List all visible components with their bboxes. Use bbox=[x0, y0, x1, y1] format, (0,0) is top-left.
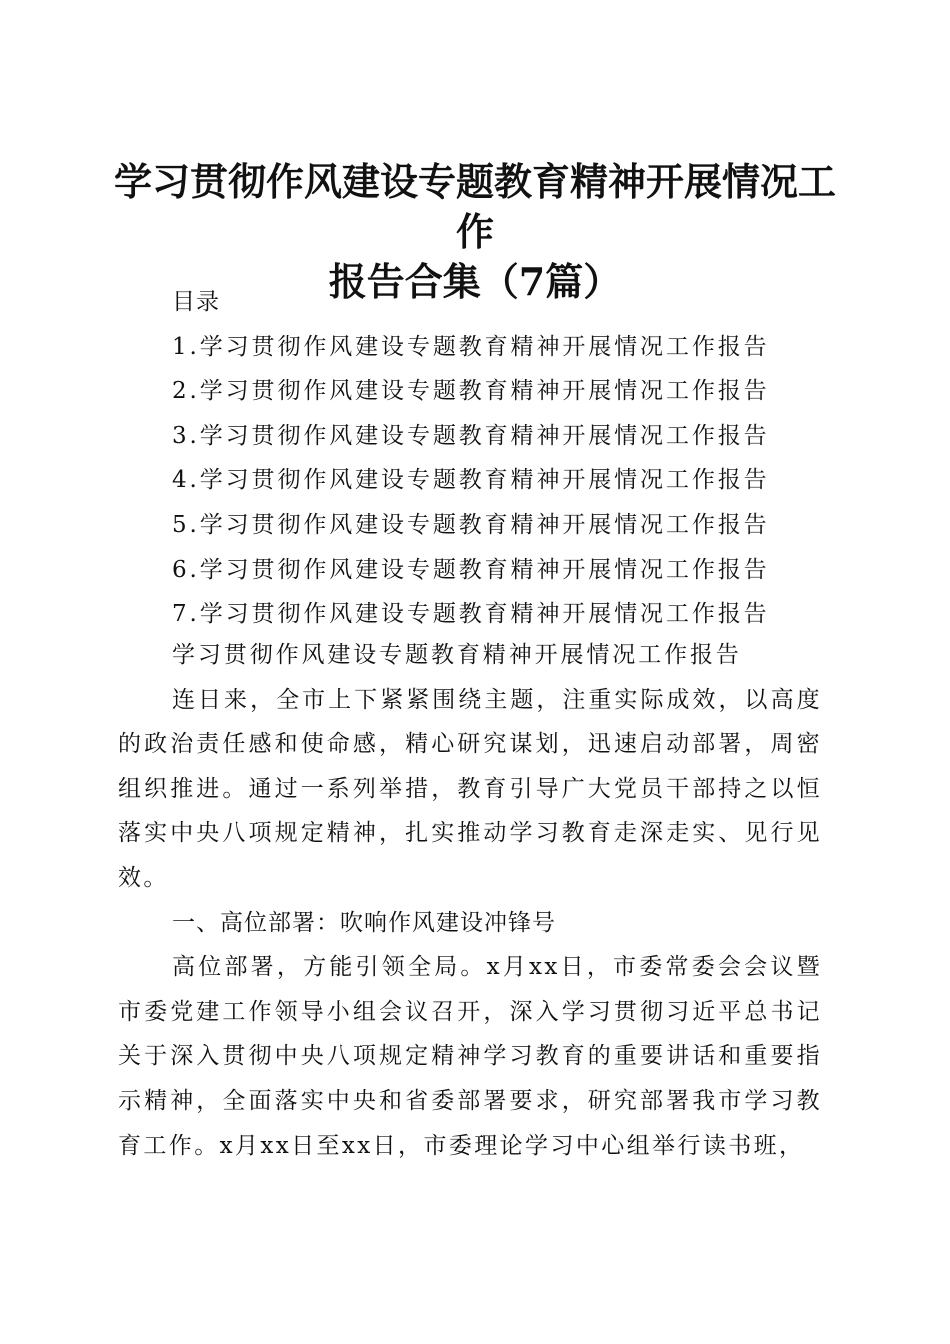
article-title: 学习贯彻作风建设专题教育精神开展情况工作报告 bbox=[172, 642, 742, 668]
toc-item: 5.学习贯彻作风建设专题教育精神开展情况工作报告 bbox=[172, 511, 770, 538]
toc-item: 7.学习贯彻作风建设专题教育精神开展情况工作报告 bbox=[172, 601, 770, 628]
toc-item: 4.学习贯彻作风建设专题教育精神开展情况工作报告 bbox=[172, 467, 770, 494]
toc-item: 1.学习贯彻作风建设专题教育精神开展情况工作报告 bbox=[172, 333, 770, 360]
toc-heading: 目录 bbox=[172, 289, 220, 315]
section-heading: 一、高位部署：吹响作风建设冲锋号 bbox=[172, 909, 556, 936]
article-body bbox=[118, 633, 822, 1168]
table-of-contents bbox=[172, 280, 872, 637]
document-title-line-2: 报告合集（7篇） bbox=[328, 259, 622, 305]
intro-paragraph: 连日来，全市上下紧紧围绕主题，注重实际成效，以高度的政治责任感和使命感，精心研究谋划，迅速启动部署，周密组织推进。通过一系列举措，教育引导广大党员干部持之以恒落实中央八项规定精神，扎实推动学习教育走深走实、见行见效。 bbox=[118, 686, 822, 891]
toc-item: 6.学习贯彻作风建设专题教育精神开展情况工作报告 bbox=[172, 556, 770, 583]
toc-item: 3.学习贯彻作风建设专题教育精神开展情况工作报告 bbox=[172, 422, 770, 449]
section-paragraph: 高位部署，方能引领全局。x月xx日，市委常委会会议暨市委党建工作领导小组会议召开，深入学习贯彻习近平总书记关于深入贯彻中央八项规定精神学习教育的重要讲话和重要指示精神，全面落实中央和省委部署要求，研究部署我市学习教育工作。x月xx日至xx日，市委理论学习中心组举行读书班， bbox=[118, 954, 822, 1159]
toc-item: 2.学习贯彻作风建设专题教育精神开展情况工作报告 bbox=[172, 378, 770, 405]
document-title-line-1: 学习贯彻作风建设专题教育精神开展情况工作 bbox=[113, 159, 836, 255]
